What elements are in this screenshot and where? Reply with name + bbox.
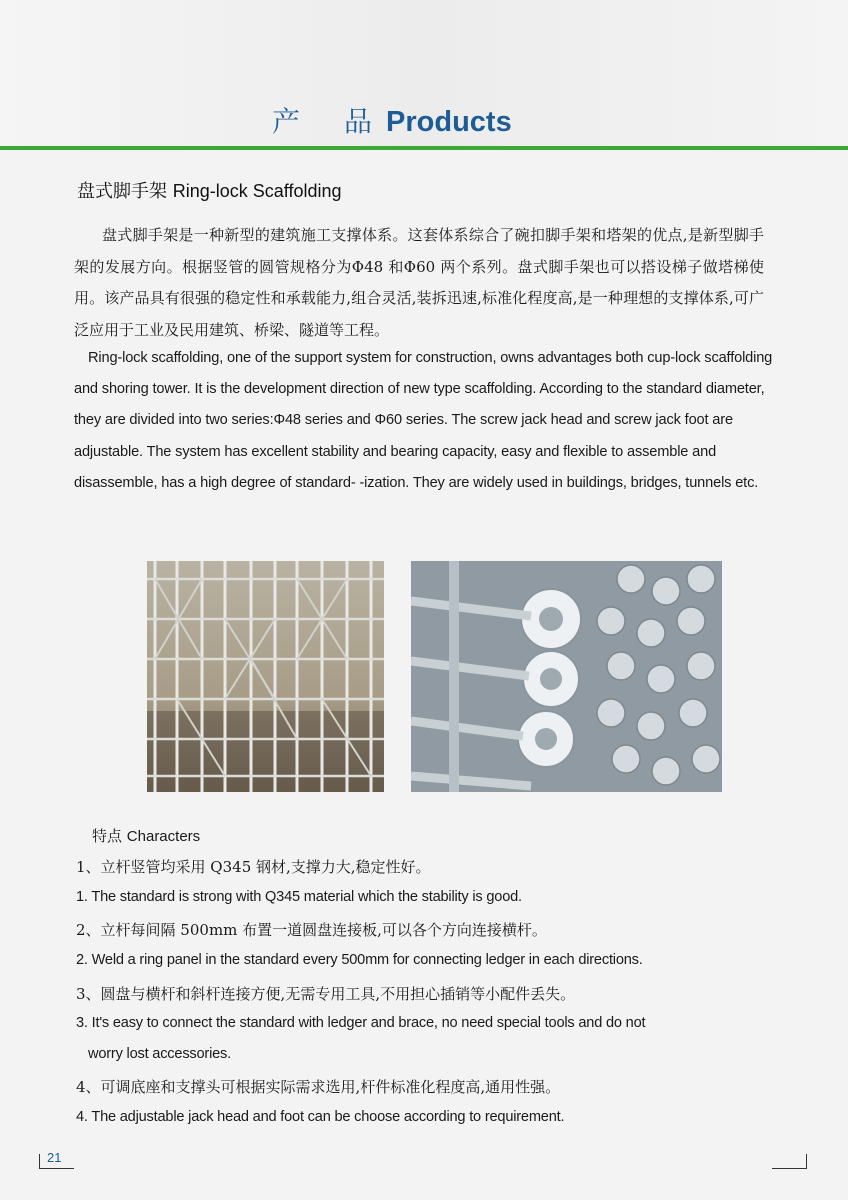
- ring-lock-standards-stack-photo: [411, 561, 722, 792]
- title-cn-2: 品: [344, 105, 373, 138]
- title-en: Products: [386, 106, 512, 138]
- header-divider: [0, 146, 848, 150]
- page-title: [272, 100, 512, 140]
- scaffolding-structure-photo: [147, 561, 384, 792]
- feature-3-en: 3. It's easy to connect the standard with ledger and brace, no need special tools and do not: [76, 1015, 646, 1031]
- intro-paragraph-cn: 盘式脚手架是一种新型的建筑施工支撑体系。这套体系综合了碗扣脚手架和塔架的优点,是新型脚手架的发展方向。根据竖管的圆管规格分为Φ48 和Φ60 两个系列。盘式脚手架也可以搭设梯子做塔梯使用。该产品具有很强的稳定性和承载能力,组合灵活,装拆迅速,标准化程度高,是一种理想的支撑体系,可广泛应用于工业及民用建筑、桥梁、隧道等工程。: [74, 226, 764, 339]
- page-number: 21: [47, 1150, 62, 1165]
- feature-2-en: 2. Weld a ring panel in the standard every 500mm for connecting ledger in each directions.: [76, 952, 643, 968]
- feature-1-en: 1. The standard is strong with Q345 material which the stability is good.: [76, 889, 522, 905]
- feature-3-en-cont: worry lost accessories.: [88, 1046, 231, 1062]
- title-cn-1: 产: [272, 105, 301, 138]
- section-title-en: Ring-lock Scaffolding: [172, 181, 342, 201]
- section-title-cn: 盘式脚手架: [77, 181, 167, 202]
- footer-corner-right: [772, 1154, 807, 1169]
- feature-4-cn: 4、可调底座和支撑头可根据实际需求选用,杆件标准化程度高,通用性强。: [76, 1078, 561, 1096]
- feature-2-cn: 2、立杆每间隔 500mm 布置一道圆盘连接板,可以各个方向连接横杆。: [76, 921, 547, 939]
- intro-paragraph-en: Ring-lock scaffolding, one of the support system for construction, owns advantages both cup-lock scaffolding and shoring tower. It is the development direction of new type scaffolding. According to the standard diameter, they are divided into two series:Φ48 series and Φ60 series. The screw jack head and screw jack foot are adjustable. The system has excellent stability and bearing capacity, easy and flexible to assemble and disassemble, has a high degree of standard- -ization. They are widely used in buildings, bridges, tunnels etc.: [74, 350, 773, 491]
- feature-3-cn: 3、圆盘与横杆和斜杆连接方便,无需专用工具,不用担心插销等小配件丢失。: [76, 985, 576, 1003]
- feature-1-cn: 1、立杆竖管均采用 Q345 钢材,支撑力大,稳定性好。: [76, 858, 431, 876]
- section-title: [77, 177, 342, 203]
- feature-4-en: 4. The adjustable jack head and foot can be choose according to requirement.: [76, 1109, 565, 1125]
- features-heading-cn: 特点: [92, 827, 123, 845]
- features-heading-en: Characters: [126, 828, 201, 845]
- features-heading: [92, 825, 200, 846]
